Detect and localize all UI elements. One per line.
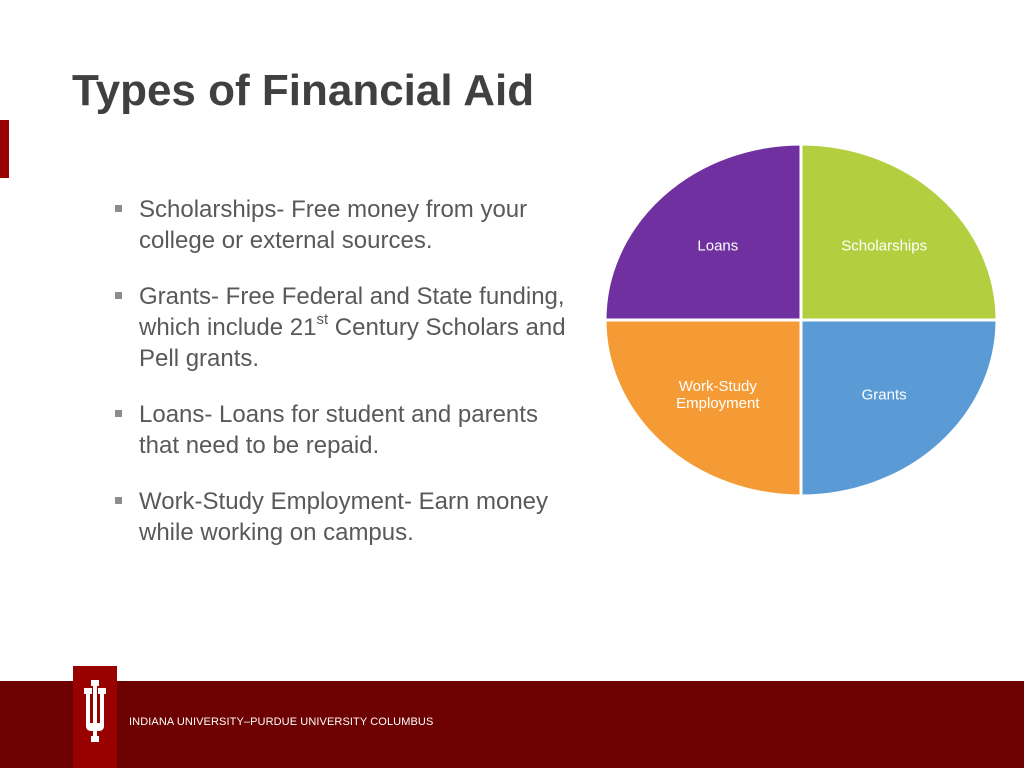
bullet-text: Loans- Loans for student and parents that need to be repaid. — [139, 401, 538, 459]
pie-label-loans: Loans — [697, 237, 739, 255]
pie-label-scholarships: Scholarships — [841, 237, 928, 255]
ordinal-superscript: st — [316, 311, 329, 328]
bullet-work-study — [112, 486, 582, 548]
square-bullet-icon — [115, 205, 122, 212]
pie-slice-scholarships — [801, 144, 997, 320]
bullet-grants — [112, 281, 582, 374]
bullet-text: Work-Study Employment- Earn money while working on campus. — [139, 488, 549, 546]
bullet-text-end: Century Scholars and Pell grants. — [139, 314, 566, 372]
bullet-scholarships — [112, 194, 582, 256]
footer-institution-name: INDIANA UNIVERSITY–PURDUE UNIVERSITY COLUMBUS — [129, 716, 434, 728]
bullet-text-start: Grants- Free Federal and State funding, which include 21 — [139, 283, 565, 341]
pie-slice-loans — [605, 144, 801, 320]
bullet-loans — [112, 399, 582, 461]
square-bullet-icon — [115, 410, 122, 417]
bullet-list — [112, 194, 582, 573]
footer-logo-block — [73, 666, 117, 768]
pie-label-work-study-employment: Work-Study Employment — [676, 378, 760, 413]
financial-aid-pie-chart — [603, 142, 999, 498]
left-accent-bar — [0, 120, 9, 178]
pie-label-grants: Grants — [861, 386, 907, 404]
trident-logo-icon — [80, 680, 110, 744]
square-bullet-icon — [115, 497, 122, 504]
pie-slice-grants — [801, 320, 997, 496]
square-bullet-icon — [115, 292, 122, 299]
slide-title: Types of Financial Aid — [72, 66, 535, 115]
bullet-text: Scholarships- Free money from your college or external sources. — [139, 196, 528, 254]
